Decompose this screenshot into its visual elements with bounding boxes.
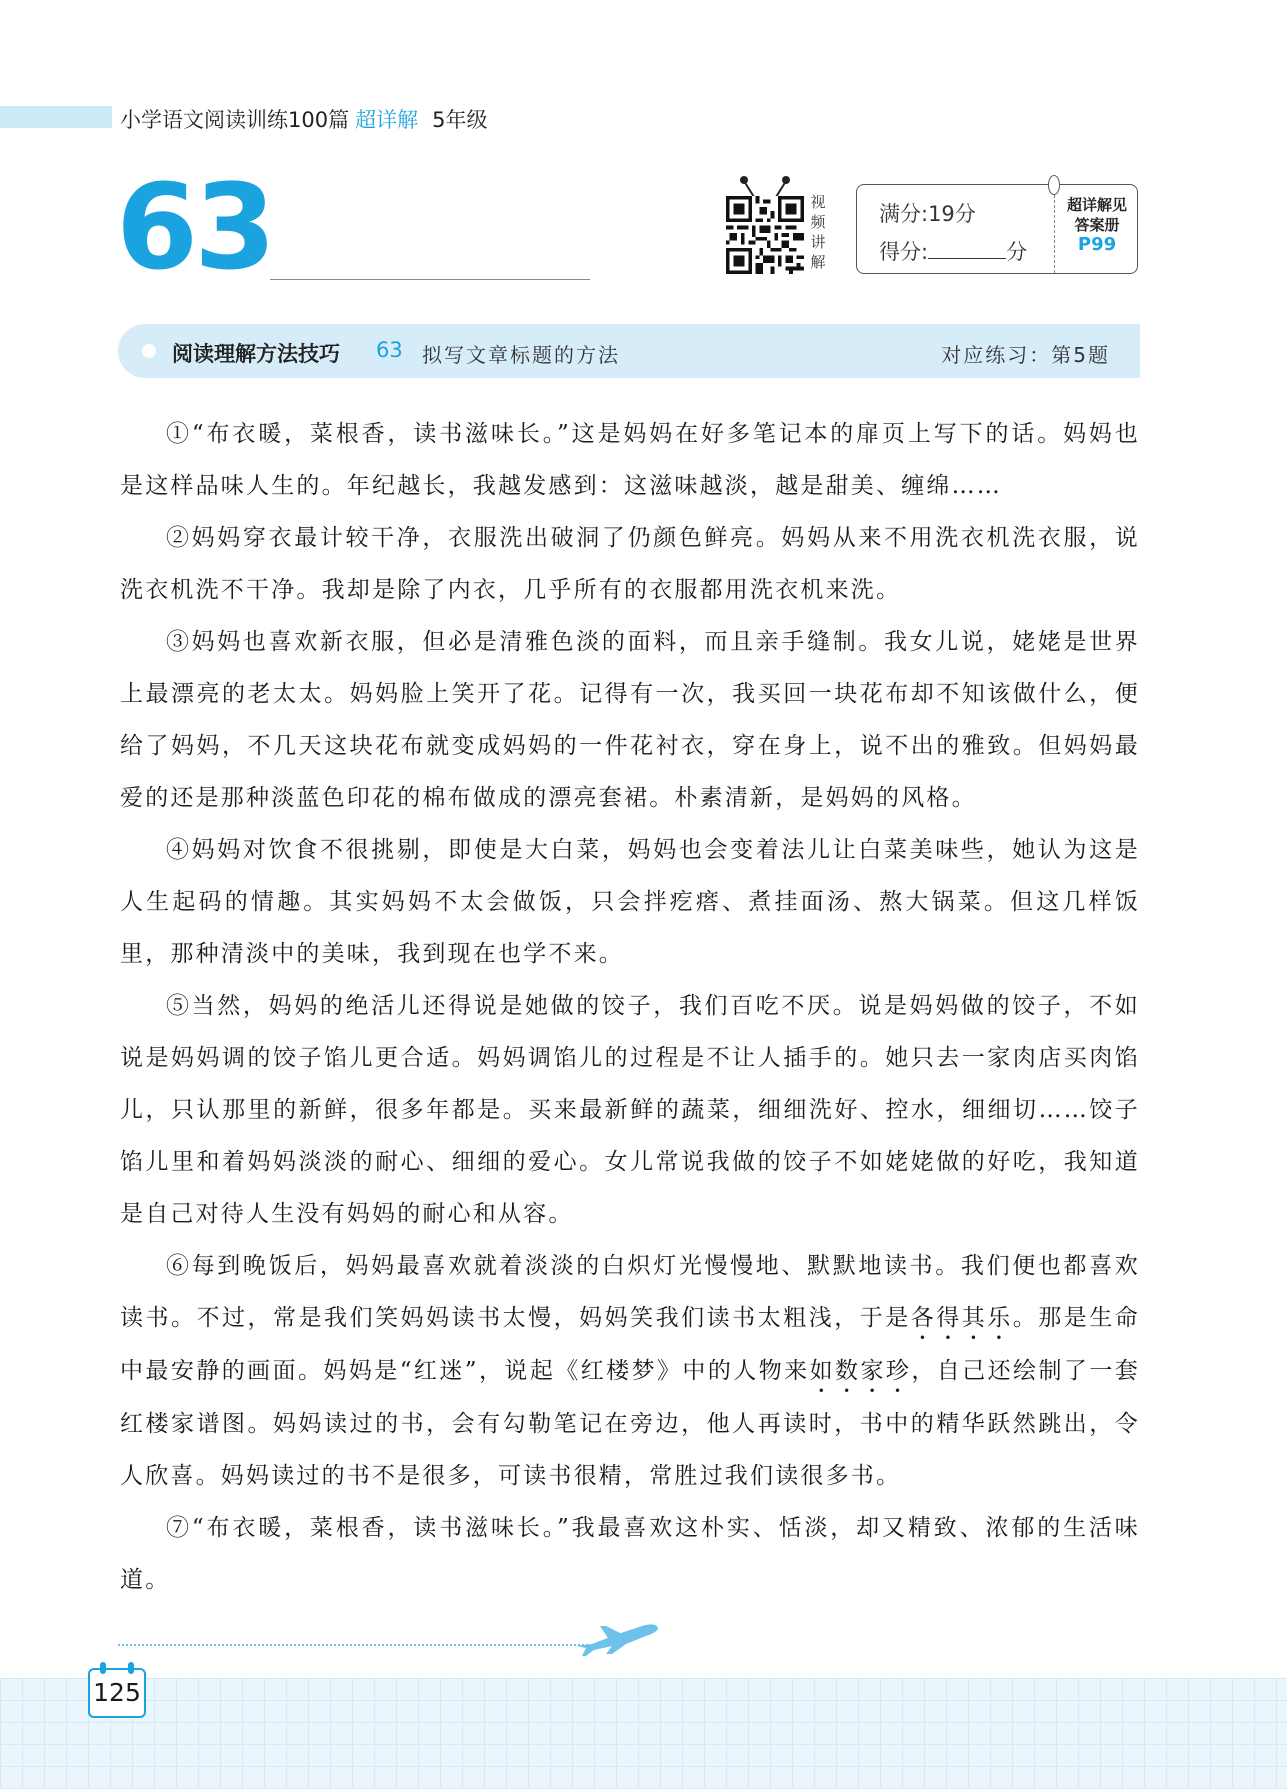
- method-title: 阅读理解方法技巧: [172, 342, 340, 366]
- footer-grid: [0, 1678, 1287, 1789]
- score-field: 得分: 分: [879, 240, 1028, 264]
- airplane-icon: [572, 1618, 662, 1658]
- bullet-dot-icon: [142, 344, 156, 358]
- paragraph-1: ①“布衣暖，菜根香，读书滋味长。”这是妈妈在好多笔记本的扉页上写下的话。妈妈也是这样品味人生的。年纪越长，我越发感到：这滋味越淡，越是甜美、缠绵……: [120, 421, 1140, 499]
- practice-reference: 对应练习：第5题: [941, 343, 1110, 367]
- answer-reference: 超详解见 答案册 P99: [1055, 195, 1139, 255]
- answer-page: P99: [1077, 234, 1117, 255]
- method-description: 拟写文章标题的方法: [422, 343, 620, 367]
- score-box: [856, 184, 1138, 274]
- paragraph-2: ②妈妈穿衣最计较干净，衣服洗出破洞了仍颜色鲜亮。妈妈从来不用洗衣机洗衣服，说洗衣机洗不干净。我却是除了内衣，几乎所有的衣服都用洗衣机来洗。: [120, 525, 1140, 603]
- page-number: 125: [93, 1678, 141, 1707]
- page-number-badge: [88, 1668, 146, 1718]
- paragraph-5: ⑤当然，妈妈的绝活儿还得说是她做的饺子，我们百吃不厌。说是妈妈做的饺子，不如说是妈妈调的饺子馅儿更合适。妈妈调馅儿的过程是不让人插手的。她只去一家肉店买肉馅儿，只认那里的新鲜，很多年都是。买来最新鲜的蔬菜，细细洗好、控水，细细切……饺子馅儿里和着妈妈淡淡的耐心、细细的爱心。女儿常说我做的饺子不如姥姥做的好吃，我知道是自己对待人生没有妈妈的耐心和从容。: [120, 993, 1140, 1227]
- lesson-number: 63: [116, 158, 273, 296]
- paragraph-7: ⑦“布衣暖，菜根香，读书滋味长。”我最喜欢这朴实、恬淡，却又精致、浓郁的生活味道。: [120, 1515, 1140, 1593]
- qr-code-icon[interactable]: [726, 196, 804, 274]
- title-blank-line: [270, 279, 590, 280]
- paragraph-4: ④妈妈对饮食不很挑剔，即使是大白菜，妈妈也会变着法儿让白菜美味些，她认为这是人生起码的情趣。其实妈妈不太会做饭，只会拌疙瘩、煮挂面汤、熬大锅菜。但这几样饭里，那种清淡中的美味，我到现在也学不来。: [120, 837, 1140, 967]
- video-explain-label: 视 频 讲 解: [810, 193, 826, 271]
- dotted-divider: [118, 1644, 588, 1646]
- header-accent-bar: [0, 106, 112, 128]
- paragraph-6: ⑥每到晚饭后，妈妈最喜欢就着淡淡的白炽灯光慢慢地、默默地读书。我们便也都喜欢读书。不过，常是我们笑妈妈读书太慢，妈妈笑我们读书太粗浅，于是各得其乐。那是生命中最安静的画面。妈妈是“红迷”，说起《红楼梦》中的人物来如数家珍，自己还绘制了一套红楼家谱图。妈妈读过的书，会有勾勒笔记在旁边，他人再读时，书中的精华跃然跳出，令人欣喜。妈妈读过的书不是很多，可读书很精，常胜过我们读很多书。: [120, 1253, 1140, 1489]
- emphasized-phrase: 各得其乐: [910, 1305, 1013, 1331]
- paragraph-3: ③妈妈也喜欢新衣服，但必是清雅色淡的面料，而且亲手缝制。我女儿说，姥姥是世界上最漂亮的老太太。妈妈脸上笑开了花。记得有一次，我买回一块花布却不知该做什么，便给了妈妈，不几天这块花布就变成妈妈的一件花衬衣，穿在身上，说不出的雅致。但妈妈最爱的还是那种淡蓝色印花的棉布做成的漂亮套裙。朴素清新，是妈妈的风格。: [120, 629, 1140, 811]
- book-title: 小学语文阅读训练100篇: [120, 108, 350, 132]
- emphasized-phrase: 如数家珍: [809, 1358, 912, 1384]
- score-blank[interactable]: [928, 240, 1006, 259]
- book-header: [120, 104, 487, 134]
- divider-notch: [1048, 175, 1060, 195]
- book-highlight: 超详解: [355, 108, 419, 132]
- book-grade: 5年级: [432, 108, 488, 132]
- method-number: 63: [376, 338, 403, 362]
- article-body: [120, 408, 1140, 1606]
- calendar-ring-icon: [128, 1662, 134, 1674]
- method-tip-bar: [118, 324, 1140, 378]
- calendar-ring-icon: [100, 1662, 106, 1674]
- full-score: 满分:19分: [879, 202, 976, 226]
